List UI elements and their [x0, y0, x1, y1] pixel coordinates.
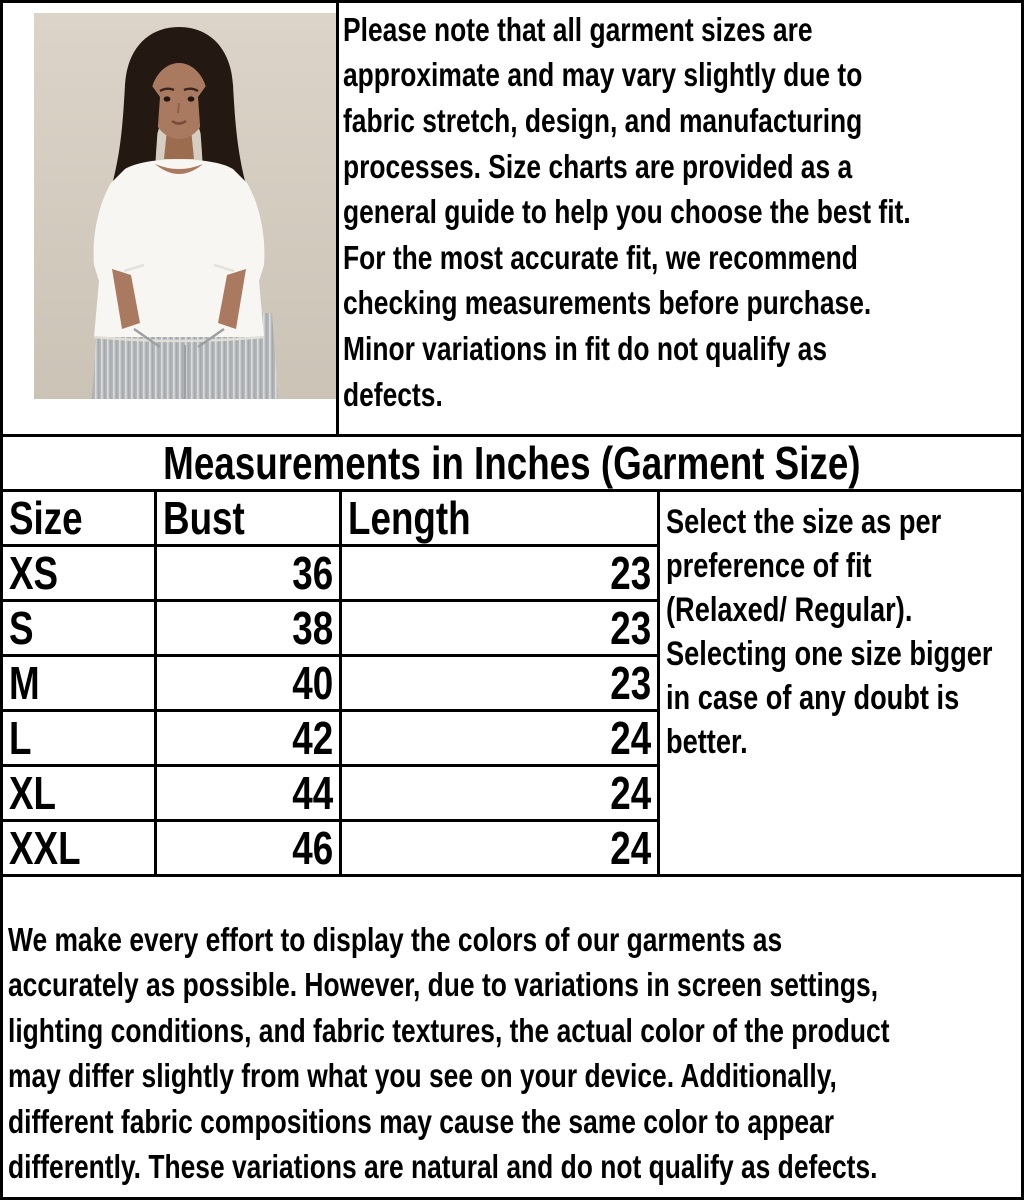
- fit-advice-note: [660, 492, 1024, 877]
- size-cell: M: [3, 657, 157, 712]
- color-disclaimer-line: We make every effort to display the colors of our garments as: [8, 920, 783, 958]
- fit-advice-line: Selecting one size bigger: [666, 634, 993, 673]
- bust-cell: 42: [157, 712, 342, 767]
- garment-size-note-line: approximate and may vary slightly due to: [343, 56, 863, 94]
- bust-cell: 40: [157, 657, 342, 712]
- garment-size-note-line: defects.: [343, 375, 443, 413]
- size-chart-title-row: [3, 437, 1021, 492]
- garment-size-note-line: Please note that all garment sizes are: [343, 10, 813, 48]
- model-photo-image: [34, 13, 336, 399]
- size-cell: XL: [3, 767, 157, 822]
- length-cell: 23: [342, 602, 660, 657]
- bust-cell: 44: [157, 767, 342, 822]
- bust-cell: 46: [157, 822, 342, 877]
- garment-size-note-line: processes. Size charts are provided as a: [343, 147, 853, 185]
- color-disclaimer-line: may differ slightly from what you see on your device. Additionally,: [8, 1057, 837, 1095]
- top-section: [3, 3, 1021, 437]
- garment-size-note-line: checking measurements before purchase.: [343, 284, 872, 322]
- length-cell: 24: [342, 767, 660, 822]
- column-header-bust: Bust: [157, 492, 342, 547]
- size-cell: L: [3, 712, 157, 767]
- garment-size-note-line: general guide to help you choose the best fit.: [343, 193, 911, 231]
- size-cell: S: [3, 602, 157, 657]
- length-cell: 24: [342, 822, 660, 877]
- size-chart-title: Measurements in Inches (Garment Size): [163, 437, 861, 489]
- fit-advice-line: preference of fit: [666, 546, 872, 585]
- length-cell: 23: [342, 657, 660, 712]
- size-cell: XS: [3, 547, 157, 602]
- column-header-length: Length: [342, 492, 660, 547]
- color-disclaimer-line: differently. These variations are natural and do not qualify as defects.: [8, 1148, 878, 1186]
- fit-advice-line: (Relaxed/ Regular).: [666, 590, 913, 629]
- fit-advice-line: better.: [666, 722, 748, 761]
- color-disclaimer-line: lighting conditions, and fabric textures, the actual color of the product: [8, 1011, 890, 1049]
- column-header-size: Size: [3, 492, 157, 547]
- garment-size-note: [339, 3, 1024, 434]
- size-cell: XXL: [3, 822, 157, 877]
- fit-advice-line: in case of any doubt is: [666, 678, 960, 717]
- length-cell: 24: [342, 712, 660, 767]
- garment-size-note-line: fabric stretch, design, and manufacturing: [343, 101, 863, 139]
- garment-size-note-line: Minor variations in fit do not qualify as: [343, 329, 828, 367]
- bust-cell: 36: [157, 547, 342, 602]
- color-disclaimer-line: accurately as possible. However, due to variations in screen settings,: [8, 966, 879, 1004]
- photo-cell: [3, 3, 339, 434]
- fit-advice-line: Select the size as per: [666, 502, 942, 541]
- color-disclaimer-line: different fabric compositions may cause the same color to appear: [8, 1102, 834, 1140]
- measurements-section: [3, 437, 1021, 877]
- garment-size-note-line: For the most accurate fit, we recommend: [343, 238, 858, 276]
- bust-cell: 38: [157, 602, 342, 657]
- size-chart-table: [3, 492, 1021, 877]
- color-disclaimer: [3, 877, 1021, 1197]
- length-cell: 23: [342, 547, 660, 602]
